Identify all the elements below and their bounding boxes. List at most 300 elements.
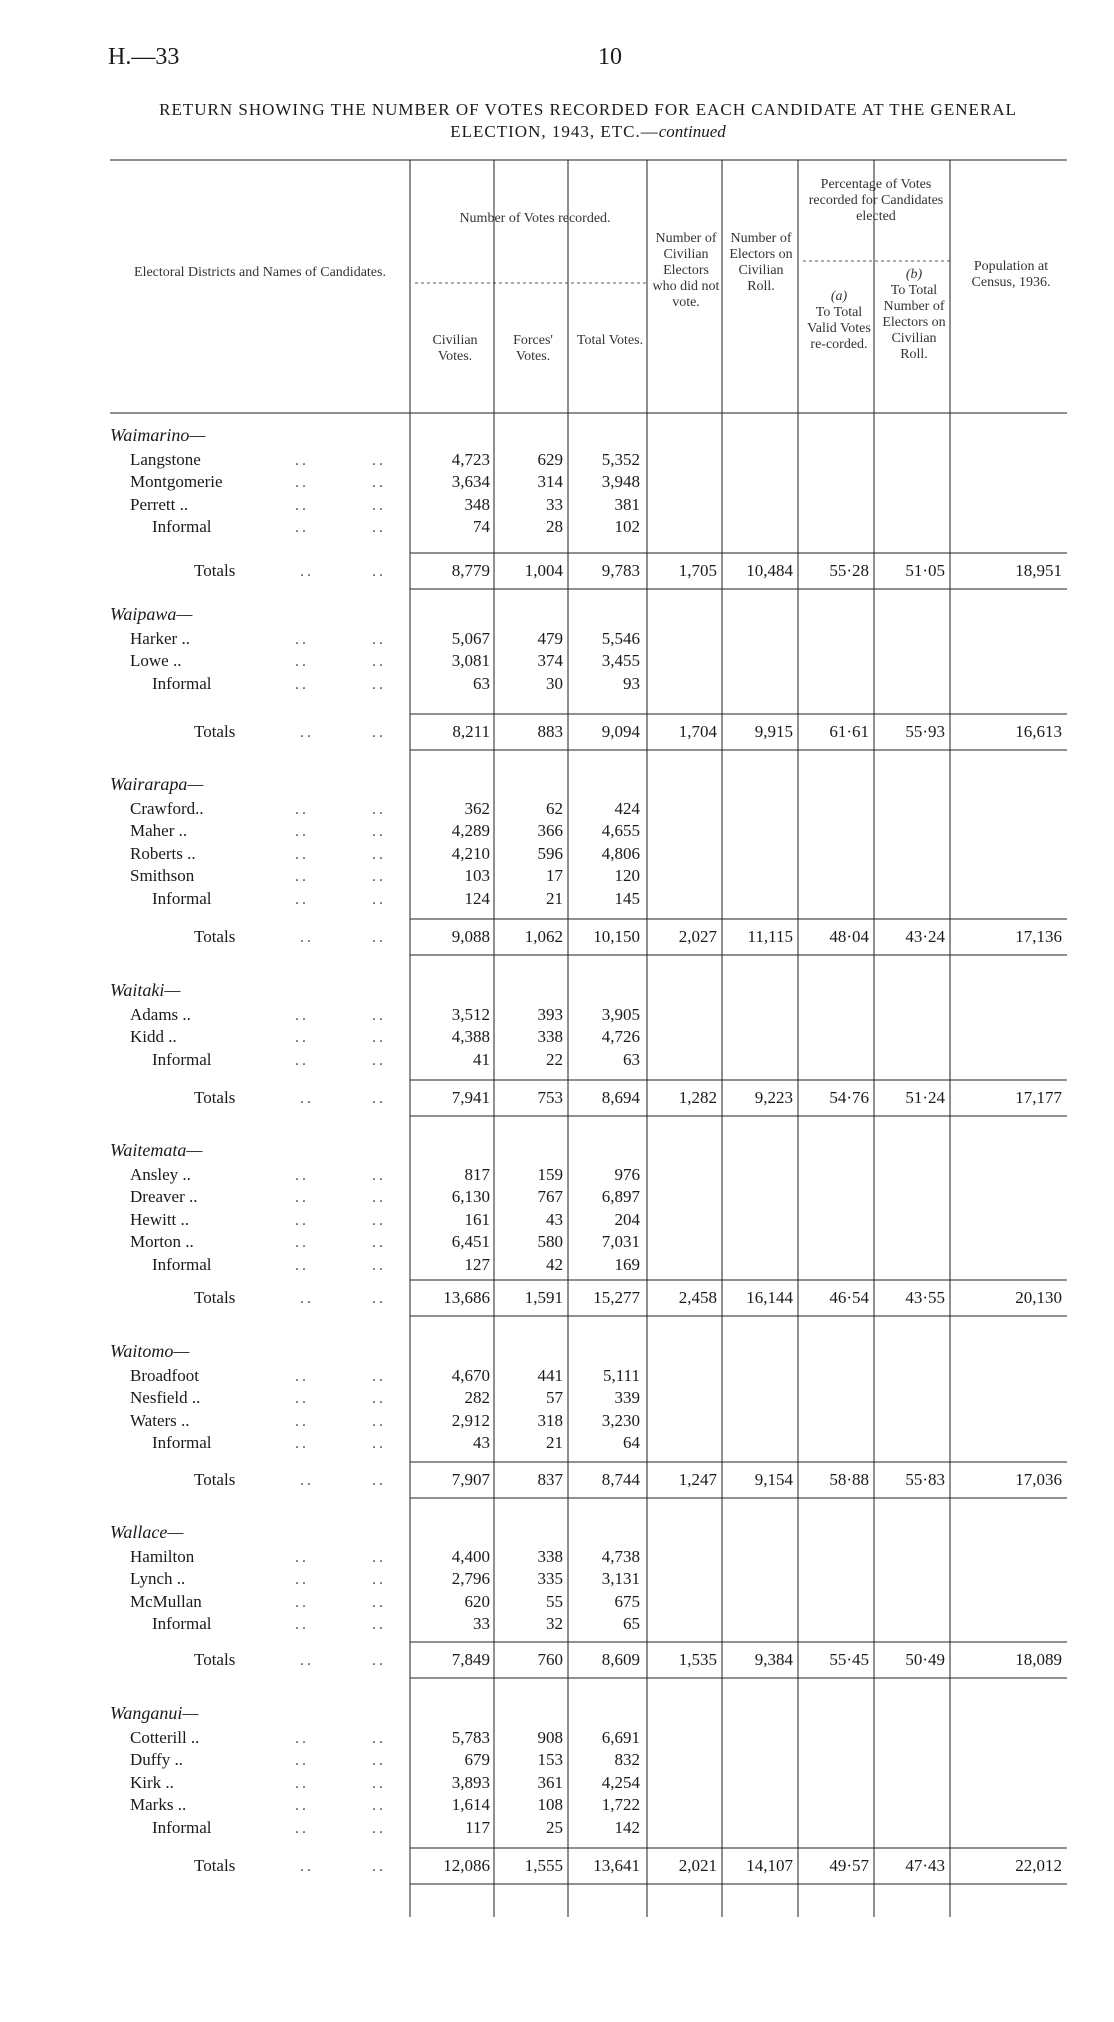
pct-a-label: (a) [830, 289, 848, 304]
totals-roll: 11,115 [747, 927, 793, 946]
cell-tot: 3,131 [601, 1569, 640, 1589]
totals-pa: 49·57 [829, 1856, 869, 1875]
leader-dots: .. [372, 1752, 386, 1770]
col-header-votes-group: Number of Votes recorded. [459, 211, 611, 226]
cell-frc: 767 [537, 1187, 563, 1207]
cell-frc: 32 [546, 1614, 563, 1634]
totals-pop: 20,130 [1015, 1288, 1062, 1307]
cell-civ: 3,893 [451, 1772, 490, 1792]
leader-dots: .. [372, 1189, 386, 1207]
informal-label: Informal [152, 517, 212, 537]
informal-label: Informal [152, 673, 212, 693]
pct-b-text: To Total Number of Electors on Civilian Roll. [882, 283, 946, 362]
totals-tot: 8,694 [601, 1088, 640, 1107]
cell-frc: 43 [546, 1209, 563, 1229]
leader-dots: .. [295, 800, 309, 818]
candidate-name: Nesfield .. [130, 1388, 201, 1408]
leader-dots: .. [372, 891, 386, 908]
leader-dots: .. [295, 1390, 309, 1408]
leader-dots: .. [295, 823, 309, 841]
cell-frc: 441 [537, 1365, 563, 1385]
leader-dots: .. [300, 724, 314, 741]
cell-civ: 679 [464, 1750, 490, 1770]
cell-civ: 117 [465, 1818, 490, 1837]
candidate-name: Crawford.. [130, 798, 204, 818]
totals-nv: 1,704 [678, 722, 717, 741]
leader-dots: .. [372, 1290, 386, 1307]
cell-frc: 338 [537, 1546, 563, 1566]
col-header-roll: Number of Electors on Civilian Roll. [729, 231, 793, 294]
leader-dots: .. [372, 1390, 386, 1408]
leader-dots: .. [372, 845, 386, 863]
totals-pb: 50·49 [905, 1650, 945, 1669]
totals-pb: 47·43 [905, 1856, 945, 1875]
cell-civ: 33 [473, 1614, 490, 1634]
totals-frc: 1,062 [524, 927, 563, 946]
leader-dots: .. [295, 1257, 309, 1274]
leader-dots: .. [295, 1435, 309, 1453]
leader-dots: .. [295, 474, 309, 492]
leader-dots: .. [300, 1652, 314, 1669]
totals-label: Totals [194, 722, 236, 741]
district-name: Waitomo— [110, 1341, 190, 1361]
cell-civ: 5,783 [451, 1727, 490, 1747]
leader-dots: .. [372, 1593, 386, 1611]
totals-nv: 1,282 [678, 1088, 717, 1107]
cell-frc: 28 [546, 517, 563, 537]
district-name: Wairarapa— [110, 774, 204, 794]
cell-tot: 5,111 [603, 1365, 640, 1385]
leader-dots: .. [372, 724, 386, 741]
col-header-total: Total Votes. [576, 333, 644, 348]
cell-civ: 4,289 [451, 821, 490, 841]
cell-tot: 4,254 [601, 1772, 640, 1792]
cell-civ: 4,670 [451, 1365, 490, 1385]
cell-frc: 318 [537, 1410, 563, 1430]
leader-dots: .. [295, 1234, 309, 1252]
cell-tot: 64 [623, 1433, 640, 1453]
totals-pb: 55·83 [905, 1470, 945, 1489]
cell-civ: 282 [464, 1388, 490, 1408]
candidate-name: Broadfoot [130, 1365, 199, 1385]
totals-pa: 55·28 [829, 561, 869, 580]
cell-tot: 4,726 [601, 1027, 640, 1047]
cell-tot: 65 [623, 1614, 640, 1634]
cell-frc: 338 [537, 1027, 563, 1047]
cell-civ: 3,634 [451, 472, 490, 492]
leader-dots: .. [372, 1412, 386, 1430]
cell-frc: 22 [546, 1049, 563, 1069]
leader-dots: .. [295, 1006, 309, 1024]
col-header-civilian: Civilian Votes. [432, 333, 478, 364]
cell-frc: 366 [537, 821, 563, 841]
totals-pa: 46·54 [829, 1288, 869, 1307]
candidate-name: Lowe .. [130, 651, 182, 671]
totals-pop: 18,089 [1015, 1650, 1062, 1669]
totals-pop: 22,012 [1015, 1856, 1062, 1875]
cell-tot: 976 [614, 1164, 640, 1184]
cell-frc: 580 [537, 1232, 563, 1252]
cell-civ: 43 [473, 1433, 490, 1453]
cell-frc: 393 [537, 1004, 563, 1024]
totals-pop: 16,613 [1015, 722, 1062, 741]
totals-label: Totals [194, 927, 236, 946]
cell-civ: 1,614 [451, 1795, 490, 1815]
leader-dots: .. [372, 563, 386, 580]
totals-civ: 7,907 [451, 1470, 490, 1489]
totals-frc: 1,004 [524, 561, 563, 580]
cell-civ: 6,130 [451, 1187, 490, 1207]
cell-tot: 7,031 [601, 1232, 640, 1252]
totals-civ: 7,849 [451, 1650, 490, 1669]
totals-roll: 10,484 [746, 561, 793, 580]
cell-tot: 4,806 [601, 843, 640, 863]
leader-dots: .. [372, 929, 386, 946]
cell-tot: 6,691 [601, 1727, 640, 1747]
candidate-name: Lynch .. [130, 1569, 186, 1589]
candidate-name: McMullan [130, 1591, 202, 1611]
leader-dots: .. [372, 1548, 386, 1566]
col-header-forces: Forces' Votes. [513, 333, 553, 364]
leader-dots: .. [372, 1652, 386, 1669]
totals-roll: 9,223 [754, 1088, 793, 1107]
leader-dots: .. [295, 1797, 309, 1815]
informal-label: Informal [152, 1433, 212, 1453]
leader-dots: .. [372, 1729, 386, 1747]
cell-civ: 348 [464, 494, 490, 514]
leader-dots: .. [372, 675, 386, 693]
cell-civ: 74 [473, 517, 490, 537]
leader-dots: .. [295, 1820, 309, 1837]
cell-tot: 3,455 [601, 651, 640, 671]
totals-frc: 883 [537, 722, 563, 741]
leader-dots: .. [295, 496, 309, 514]
leader-dots: .. [372, 1051, 386, 1069]
leader-dots: .. [295, 1029, 309, 1047]
leader-dots: .. [372, 1435, 386, 1453]
totals-roll: 16,144 [746, 1288, 793, 1307]
cell-civ: 620 [464, 1591, 490, 1611]
cell-tot: 4,655 [601, 821, 640, 841]
leader-dots: .. [295, 1774, 309, 1792]
title-election-text: ELECTION, 1943, ETC.— [450, 122, 659, 141]
cell-frc: 62 [546, 798, 563, 818]
leader-dots: .. [372, 823, 386, 841]
leader-dots: .. [372, 451, 386, 469]
cell-civ: 4,400 [451, 1546, 490, 1566]
candidate-name: Perrett .. [130, 494, 189, 514]
totals-pb: 43·24 [905, 927, 945, 946]
cell-tot: 145 [614, 889, 640, 908]
candidate-name: Adams .. [130, 1004, 191, 1024]
leader-dots: .. [372, 1211, 386, 1229]
col-header-pct-a [803, 289, 875, 353]
totals-frc: 1,591 [524, 1288, 563, 1307]
cell-tot: 102 [614, 517, 640, 537]
totals-roll: 9,384 [754, 1650, 793, 1669]
col-header-pct-group: Percentage of Votes recorded for Candidates elected [808, 177, 944, 224]
informal-label: Informal [152, 1818, 212, 1837]
leader-dots: .. [372, 1090, 386, 1107]
candidate-name: Ansley .. [130, 1164, 191, 1184]
cell-frc: 17 [546, 866, 563, 886]
cell-civ: 4,723 [451, 449, 490, 469]
candidate-name: Dreaver .. [130, 1187, 198, 1207]
candidate-name: Kidd .. [130, 1027, 177, 1047]
cell-tot: 832 [614, 1750, 640, 1770]
leader-dots: .. [295, 653, 309, 671]
leader-dots: .. [372, 630, 386, 648]
leader-dots: .. [372, 1571, 386, 1589]
leader-dots: .. [295, 1752, 309, 1770]
cell-frc: 908 [537, 1727, 563, 1747]
totals-pa: 48·04 [829, 927, 869, 946]
page-number: 10 [598, 44, 622, 70]
cell-civ: 63 [473, 673, 490, 693]
totals-nv: 2,027 [678, 927, 717, 946]
cell-civ: 362 [464, 798, 490, 818]
cell-frc: 55 [546, 1591, 563, 1611]
leader-dots: .. [372, 1257, 386, 1274]
cell-tot: 204 [614, 1209, 640, 1229]
leader-dots: .. [372, 1029, 386, 1047]
leader-dots: .. [295, 868, 309, 886]
totals-nv: 1,247 [678, 1470, 717, 1489]
district-name: Waipawa— [110, 604, 193, 624]
totals-pb: 43·55 [905, 1288, 945, 1307]
candidate-name: Kirk .. [130, 1772, 174, 1792]
totals-pa: 58·88 [829, 1470, 869, 1489]
candidate-name: Roberts .. [130, 843, 196, 863]
cell-civ: 5,067 [451, 628, 490, 648]
leader-dots: .. [372, 1472, 386, 1489]
cell-frc: 314 [537, 472, 563, 492]
leader-dots: .. [372, 1006, 386, 1024]
cell-tot: 1,722 [601, 1795, 640, 1815]
leader-dots: .. [372, 1820, 386, 1837]
cell-tot: 5,546 [601, 628, 640, 648]
district-name: Waimarino— [110, 425, 206, 445]
leader-dots: .. [372, 1166, 386, 1184]
district-name: Wanganui— [110, 1703, 199, 1723]
leader-dots: .. [372, 1367, 386, 1385]
pct-b-label: (b) [905, 267, 923, 282]
totals-pop: 17,177 [1015, 1088, 1062, 1107]
leader-dots: .. [300, 563, 314, 580]
candidate-name: Harker .. [130, 628, 190, 648]
col-header-not-vote: Number of Civilian Electors who did not vote. [652, 231, 720, 310]
totals-pb: 51·05 [905, 561, 945, 580]
district-name: Waitaki— [110, 980, 181, 1000]
leader-dots: .. [295, 1548, 309, 1566]
totals-civ: 8,779 [451, 561, 490, 580]
cell-frc: 21 [546, 889, 563, 908]
table-title-line-1: RETURN SHOWING THE NUMBER OF VOTES RECORDED FOR EACH CANDIDATE AT THE GENERAL [159, 100, 1017, 119]
totals-tot: 8,744 [601, 1470, 640, 1489]
cell-civ: 3,512 [451, 1004, 490, 1024]
cell-tot: 675 [614, 1591, 640, 1611]
candidate-name: Cotterill .. [130, 1727, 200, 1747]
cell-civ: 2,796 [451, 1569, 490, 1589]
totals-pa: 55·45 [829, 1650, 869, 1669]
informal-label: Informal [152, 1049, 212, 1069]
cell-civ: 3,081 [451, 651, 490, 671]
totals-pb: 51·24 [905, 1088, 945, 1107]
cell-frc: 21 [546, 1433, 563, 1453]
leader-dots: .. [295, 1729, 309, 1747]
district-name: Wallace— [110, 1522, 184, 1542]
candidate-name: Smithson [130, 866, 195, 886]
cell-tot: 5,352 [601, 449, 640, 469]
totals-pa: 61·61 [829, 722, 869, 741]
leader-dots: .. [372, 474, 386, 492]
candidate-name: Montgomerie [130, 472, 223, 492]
col-header-population: Population at Census, 1936. [971, 259, 1051, 290]
returns-table [110, 157, 1067, 1929]
cell-civ: 127 [464, 1255, 490, 1274]
leader-dots: .. [372, 1774, 386, 1792]
totals-frc: 753 [537, 1088, 563, 1107]
cell-frc: 159 [537, 1164, 563, 1184]
totals-label: Totals [194, 1088, 236, 1107]
totals-civ: 8,211 [452, 722, 490, 741]
totals-roll: 9,154 [754, 1470, 793, 1489]
leader-dots: .. [295, 1189, 309, 1207]
totals-civ: 13,686 [443, 1288, 490, 1307]
cell-frc: 42 [546, 1255, 563, 1274]
cell-tot: 142 [614, 1818, 640, 1837]
leader-dots: .. [295, 1051, 309, 1069]
cell-civ: 817 [464, 1164, 490, 1184]
pct-a-text: To Total Valid Votes re-corded. [807, 305, 871, 352]
leader-dots: .. [295, 519, 309, 537]
totals-tot: 13,641 [593, 1856, 640, 1875]
cell-civ: 41 [473, 1049, 490, 1069]
cell-tot: 6,897 [601, 1187, 640, 1207]
leader-dots: .. [300, 929, 314, 946]
totals-nv: 1,705 [678, 561, 717, 580]
totals-label: Totals [194, 1650, 236, 1669]
totals-nv: 1,535 [678, 1650, 717, 1669]
totals-roll: 14,107 [746, 1856, 793, 1875]
totals-pa: 54·76 [829, 1088, 869, 1107]
totals-label: Totals [194, 561, 236, 580]
leader-dots: .. [295, 891, 309, 908]
totals-tot: 10,150 [593, 927, 640, 946]
totals-frc: 1,555 [524, 1856, 563, 1875]
totals-pop: 17,136 [1015, 927, 1062, 946]
leader-dots: .. [372, 653, 386, 671]
col-header-pct-b [878, 267, 950, 363]
candidate-name: Langstone [130, 449, 201, 469]
cell-frc: 335 [537, 1569, 563, 1589]
col-header-districts: Electoral Districts and Names of Candidates. [134, 265, 386, 280]
cell-tot: 3,905 [601, 1004, 640, 1024]
totals-tot: 9,094 [601, 722, 640, 741]
district-name: Waitemata— [110, 1140, 203, 1160]
cell-frc: 108 [537, 1795, 563, 1815]
totals-label: Totals [194, 1470, 236, 1489]
cell-tot: 424 [614, 798, 640, 818]
leader-dots: .. [295, 1166, 309, 1184]
cell-civ: 4,210 [451, 843, 490, 863]
cell-frc: 153 [537, 1750, 563, 1770]
candidate-name: Marks .. [130, 1795, 187, 1815]
leader-dots: .. [372, 868, 386, 886]
cell-frc: 479 [537, 628, 563, 648]
leader-dots: .. [372, 1858, 386, 1875]
table-title-line-2 [108, 122, 1068, 142]
leader-dots: .. [295, 1571, 309, 1589]
leader-dots: .. [295, 1211, 309, 1229]
leader-dots: .. [372, 496, 386, 514]
totals-label: Totals [194, 1856, 236, 1875]
title-continued-text: continued [658, 122, 726, 141]
cell-civ: 161 [464, 1209, 490, 1229]
totals-civ: 12,086 [443, 1856, 490, 1875]
totals-pop: 17,036 [1015, 1470, 1062, 1489]
totals-frc: 837 [537, 1470, 563, 1489]
informal-label: Informal [152, 1614, 212, 1634]
totals-pb: 55·93 [905, 722, 945, 741]
leader-dots: .. [295, 1593, 309, 1611]
candidate-name: Hamilton [130, 1546, 195, 1566]
cell-tot: 4,738 [601, 1546, 640, 1566]
leader-dots: .. [300, 1858, 314, 1875]
cell-tot: 339 [614, 1388, 640, 1408]
cell-tot: 120 [614, 866, 640, 886]
leader-dots: .. [295, 675, 309, 693]
cell-tot: 3,948 [601, 472, 640, 492]
cell-civ: 2,912 [451, 1410, 490, 1430]
totals-nv: 2,021 [678, 1856, 717, 1875]
totals-tot: 8,609 [601, 1650, 640, 1669]
leader-dots: .. [295, 1367, 309, 1385]
totals-label: Totals [194, 1288, 236, 1307]
cell-civ: 124 [464, 889, 490, 908]
candidate-name: Waters .. [130, 1410, 190, 1430]
cell-frc: 629 [537, 449, 563, 469]
candidate-name: Hewitt .. [130, 1209, 190, 1229]
leader-dots: .. [372, 1616, 386, 1634]
leader-dots: .. [295, 1616, 309, 1634]
totals-civ: 9,088 [451, 927, 490, 946]
cell-frc: 361 [537, 1772, 563, 1792]
totals-nv: 2,458 [678, 1288, 717, 1307]
cell-frc: 374 [537, 651, 563, 671]
informal-label: Informal [152, 1255, 212, 1274]
leader-dots: .. [295, 451, 309, 469]
document-reference: H.—33 [108, 44, 180, 70]
cell-civ: 103 [464, 866, 490, 886]
leader-dots: .. [372, 1234, 386, 1252]
totals-tot: 9,783 [601, 561, 640, 580]
cell-tot: 3,230 [601, 1410, 640, 1430]
leader-dots: .. [372, 800, 386, 818]
leader-dots: .. [300, 1290, 314, 1307]
candidate-name: Duffy .. [130, 1750, 184, 1770]
cell-frc: 30 [546, 673, 563, 693]
totals-roll: 9,915 [754, 722, 793, 741]
totals-tot: 15,277 [593, 1288, 640, 1307]
leader-dots: .. [295, 630, 309, 648]
candidate-name: Morton .. [130, 1232, 194, 1252]
totals-frc: 760 [537, 1650, 563, 1669]
leader-dots: .. [372, 519, 386, 537]
cell-frc: 57 [546, 1388, 563, 1408]
informal-label: Informal [152, 889, 212, 908]
cell-frc: 33 [546, 494, 563, 514]
